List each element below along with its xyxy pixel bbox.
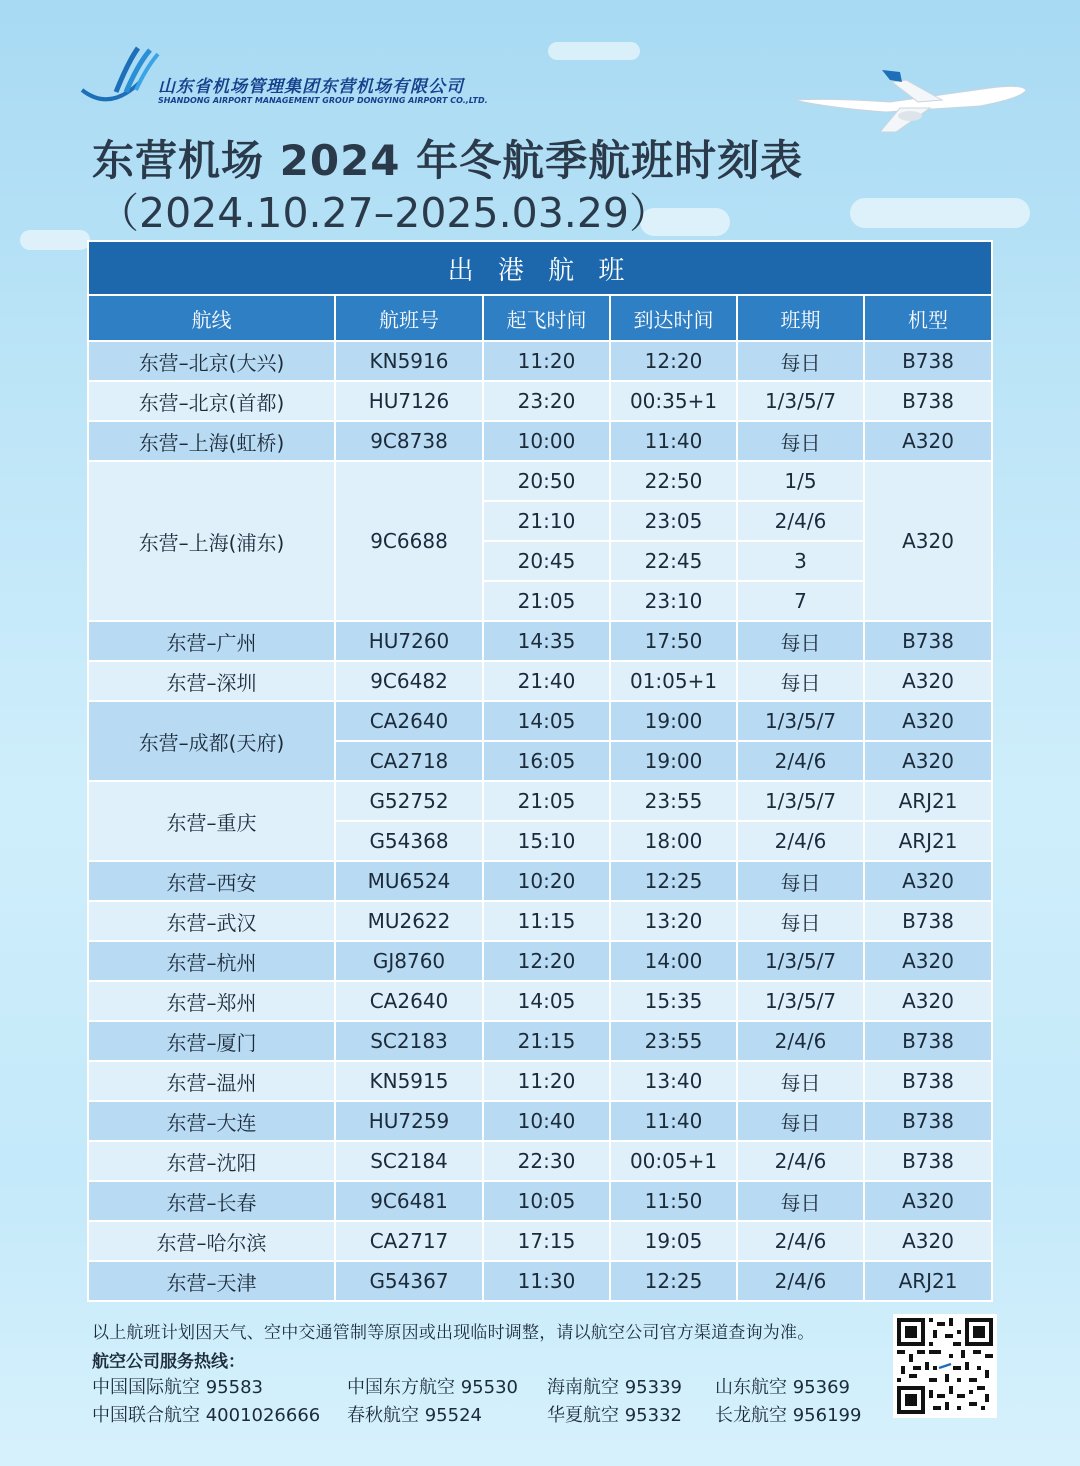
table-row: 东营–天津 G54367 11:30 12:25 2/4/6 ARJ21: [88, 1261, 992, 1301]
table-row: 东营–重庆 G52752 21:05 23:55 1/3/5/7 ARJ21: [88, 781, 992, 821]
company-name-cn: 山东省机场管理集团东营机场有限公司: [158, 77, 464, 97]
table-row: 东营–哈尔滨 CA2717 17:15 19:05 2/4/6 A320: [88, 1221, 992, 1261]
section-title: 出 港 航 班: [88, 241, 992, 295]
hotline-item: 中国联合航空 4001026666: [92, 1405, 321, 1426]
table-row: 东营–北京(首都) HU7126 23:20 00:35+1 1/3/5/7 B738: [88, 381, 992, 421]
hotline-item: 中国国际航空 95583: [92, 1377, 263, 1398]
table-row: 东营–长春 9C6481 10:05 11:50 每日 A320: [88, 1181, 992, 1221]
airplane-icon: [790, 70, 1030, 140]
table-row: 东营–沈阳 SC2184 22:30 00:05+1 2/4/6 B738: [88, 1141, 992, 1181]
hotline-item: 长龙航空 956199: [715, 1405, 862, 1426]
hotline-label: 航空公司服务热线：: [92, 1352, 245, 1372]
page-title: 东营机场 2024 年冬航季航班时刻表: [92, 136, 804, 185]
hotline-item: 春秋航空 95524: [347, 1405, 482, 1426]
hotline-item: 山东航空 95369: [715, 1377, 850, 1398]
qr-code-icon: [897, 1318, 993, 1414]
qr-code[interactable]: [893, 1314, 997, 1418]
hotline-item: 中国东方航空 95530: [347, 1377, 518, 1398]
table-row: 20:45 22:45 3: [88, 541, 992, 581]
table-row: 东营–深圳 9C6482 21:40 01:05+1 每日 A320: [88, 661, 992, 701]
column-header-arrival: 到达时间: [610, 295, 737, 341]
table-row: 东营–郑州 CA2640 14:05 15:35 1/3/5/7 A320: [88, 981, 992, 1021]
cloud: [850, 198, 1030, 228]
disclaimer-note: 以上航班计划因天气、空中交通管制等原因或出现临时调整，请以航空公司官方渠道查询为准。: [92, 1323, 815, 1343]
table-row: 东营–西安 MU6524 10:20 12:25 每日 A320: [88, 861, 992, 901]
column-header-flight: 航班号: [335, 295, 483, 341]
flight-schedule-table: [87, 240, 991, 1302]
table-row: 东营–厦门 SC2183 21:15 23:55 2/4/6 B738: [88, 1021, 992, 1061]
table-row: 东营–杭州 GJ8760 12:20 14:00 1/3/5/7 A320: [88, 941, 992, 981]
company-name-en: SHANDONG AIRPORT MANAGEMENT GROUP DONGYING AIRPORT CO.,LTD.: [158, 96, 488, 105]
column-header-route: 航线: [88, 295, 335, 341]
table-row: 东营–北京(大兴) KN5916 11:20 12:20 每日 B738: [88, 341, 992, 381]
logo-wing-icon: [80, 42, 160, 108]
column-header-days: 班期: [737, 295, 864, 341]
column-header-aircraft: 机型: [864, 295, 992, 341]
column-header-departure: 起飞时间: [483, 295, 610, 341]
table-row: 东营–上海(虹桥) 9C8738 10:00 11:40 每日 A320: [88, 421, 992, 461]
date-range: （2024.10.27–2025.03.29）: [98, 189, 670, 237]
table-row: 21:05 23:10 7: [88, 581, 992, 621]
airport-logo: [80, 42, 520, 112]
footer: [92, 1318, 885, 1427]
cloud: [20, 230, 90, 250]
table-row: 东营–武汉 MU2622 11:15 13:20 每日 B738: [88, 901, 992, 941]
table-row: CA2718 16:05 19:00 2/4/6 A320: [88, 741, 992, 781]
airline-hotlines: [92, 1373, 885, 1427]
table-row: 东营–上海(浦东) 9C6688 20:50 22:50 1/5 A320: [88, 461, 992, 501]
table-row: 东营–广州 HU7260 14:35 17:50 每日 B738: [88, 621, 992, 661]
hotline-item: 华夏航空 95332: [547, 1405, 682, 1426]
table-row: 21:10 23:05 2/4/6: [88, 501, 992, 541]
table-row: G54368 15:10 18:00 2/4/6 ARJ21: [88, 821, 992, 861]
table-row: 东营–大连 HU7259 10:40 11:40 每日 B738: [88, 1101, 992, 1141]
table-row: 东营–成都(天府) CA2640 14:05 19:00 1/3/5/7 A320: [88, 701, 992, 741]
hotline-item: 海南航空 95339: [547, 1377, 682, 1398]
table-row: 东营–温州 KN5915 11:20 13:40 每日 B738: [88, 1061, 992, 1101]
cloud: [548, 42, 640, 60]
